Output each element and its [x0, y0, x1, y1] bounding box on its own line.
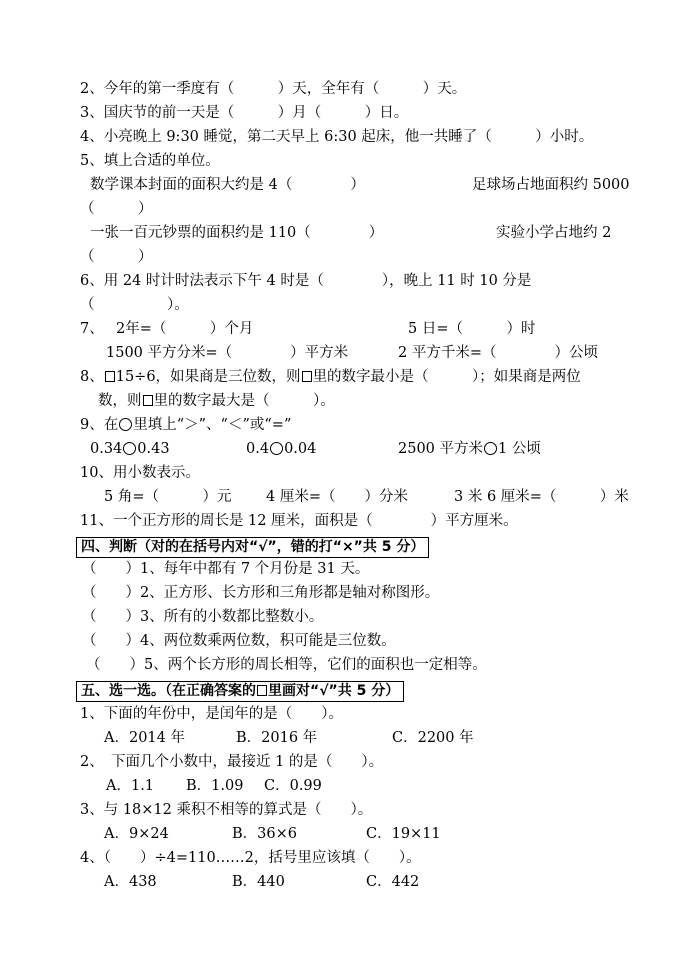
question-8: [80, 368, 581, 386]
choice-1-option-a: A．2014 年: [104, 730, 185, 746]
question-10-c: 3 米 6 厘米=（ ）米: [454, 489, 629, 505]
compare-circle-icon: [270, 442, 283, 455]
question-9: [80, 416, 291, 434]
question-9-b: [246, 440, 316, 458]
square-box-icon: [302, 371, 312, 382]
choice-4-option-a: A．438: [104, 874, 157, 890]
choice-1-option-b: B．2016 年: [236, 730, 318, 746]
question-10: 10、用小数表示。: [80, 465, 200, 481]
judge-item-2: （ ）2、正方形、长方形和三角形都是轴对称图形。: [82, 585, 440, 601]
choice-3-option-c: C．19×11: [366, 826, 441, 842]
question-11: 11、一个正方形的周长是 12 厘米，面积是（ ）平方厘米。: [80, 513, 518, 529]
choice-1-option-c: C．2200 年: [392, 730, 474, 746]
question-7-a: 2年=（ ）个月: [116, 321, 254, 337]
choice-4-option-b: B．440: [232, 874, 285, 890]
question-5-d: 实验小学占地约 2: [496, 225, 612, 241]
compare-circle-icon: [119, 418, 132, 431]
question-9-b-right: 0.04: [284, 441, 317, 457]
section-5-title-text: 五、选一选。（在正确答案的: [81, 683, 256, 699]
question-6: 6、用 24 时计时法表示下午 4 时是（ ），晚上 11 时 10 分是: [80, 273, 532, 289]
question-7-d: 2 平方千米=（ ）公顷: [398, 345, 598, 361]
choice-2-option-b: B．1.09: [186, 778, 244, 794]
question-2: 2、今年的第一季度有（ ）天，全年有（ ）天。: [80, 81, 467, 97]
choice-question-3: 3、与 18×12 乘积不相等的算式是（ ）。: [80, 802, 373, 818]
judge-item-1: （ ）1、每年中都有 7 个月份是 31 天。: [82, 561, 370, 577]
question-9-c-right: 1 公顷: [498, 441, 541, 457]
question-9-post: 里填上“＞”、“＜”或“=”: [133, 417, 292, 433]
choice-question-1: 1、下面的年份中，是闰年的是（ ）。: [80, 706, 343, 722]
question-8-cont: [98, 392, 335, 410]
question-8-number: 8、: [80, 369, 104, 385]
question-9-a-right: 0.43: [137, 441, 170, 457]
question-10-a: 5 角=（ ）元: [104, 489, 232, 505]
question-5-b-paren: （ ）: [80, 201, 153, 217]
choice-3-option-a: A．9×24: [104, 826, 169, 842]
question-9-a-left: 0.34: [90, 441, 123, 457]
choice-2-option-a: A．1.1: [106, 778, 155, 794]
question-5-b: 足球场占地面积约 5000: [472, 177, 630, 193]
choice-3-option-b: B．36×6: [232, 826, 297, 842]
question-8-text-2: 里的数字最小是（ ）；如果商是两位: [312, 369, 581, 385]
choice-2-option-c: C．0.99: [264, 778, 322, 794]
question-8-text: 15÷6，如果商是三位数，则: [115, 369, 301, 385]
question-9-b-left: 0.4: [246, 441, 270, 457]
question-5-d-paren: （ ）: [80, 249, 153, 265]
question-5-c: 一张一百元钞票的面积约是 110（ ）: [90, 225, 384, 241]
question-5-a: 数学课本封面的面积大约是 4（ ）: [90, 177, 365, 193]
question-8-cont-pre: 数，则: [98, 393, 142, 409]
square-box-icon: [257, 685, 267, 696]
question-9-a: [90, 440, 170, 458]
section-5-title-post: 里画对“√”共 5 分）: [268, 683, 400, 699]
compare-circle-icon: [123, 442, 136, 455]
judge-item-4: （ ）4、两位数乘两位数，积可能是三位数。: [82, 633, 396, 649]
section-4-title: 四、判断（对的在括号内对“√”，错的打“×”共 5 分）: [76, 537, 429, 558]
question-4: 4、小亮晚上 9:30 睡觉，第二天早上 6:30 起床，他一共睡了（ ）小时。: [80, 129, 594, 145]
question-9-pre: 9、在: [80, 417, 119, 433]
question-7-b: 5 日=（ ）时: [408, 321, 536, 337]
judge-item-3: （ ）3、所有的小数都比整数小。: [82, 609, 324, 625]
question-9-c: [398, 440, 541, 458]
choice-4-option-c: C．442: [366, 874, 420, 890]
question-7-c: 1500 平方分米=（ ）平方米: [106, 345, 349, 361]
question-7-label: 7、: [80, 321, 104, 337]
question-6-cont: （ ）。: [80, 297, 189, 313]
question-9-c-left: 2500 平方米: [398, 441, 484, 457]
question-5: 5、填上合适的单位。: [80, 153, 220, 169]
judge-item-5: （ ）5、两个长方形的周长相等，它们的面积也一定相等。: [86, 657, 487, 673]
square-box-icon: [143, 395, 153, 406]
choice-question-2: 2、 下面几个小数中，最接近 1 的是（ ）。: [80, 754, 384, 770]
compare-circle-icon: [484, 442, 497, 455]
section-5-title: [76, 681, 404, 702]
square-box-icon: [105, 371, 115, 382]
question-3: 3、国庆节的前一天是（ ）月（ ）日。: [80, 105, 409, 121]
question-10-b: 4 厘米=（ ）分米: [266, 489, 408, 505]
choice-question-4: 4、（ ）÷4=110……2，括号里应该填（ ）。: [80, 850, 421, 866]
question-8-cont-post: 里的数字最大是（ ）。: [153, 393, 335, 409]
